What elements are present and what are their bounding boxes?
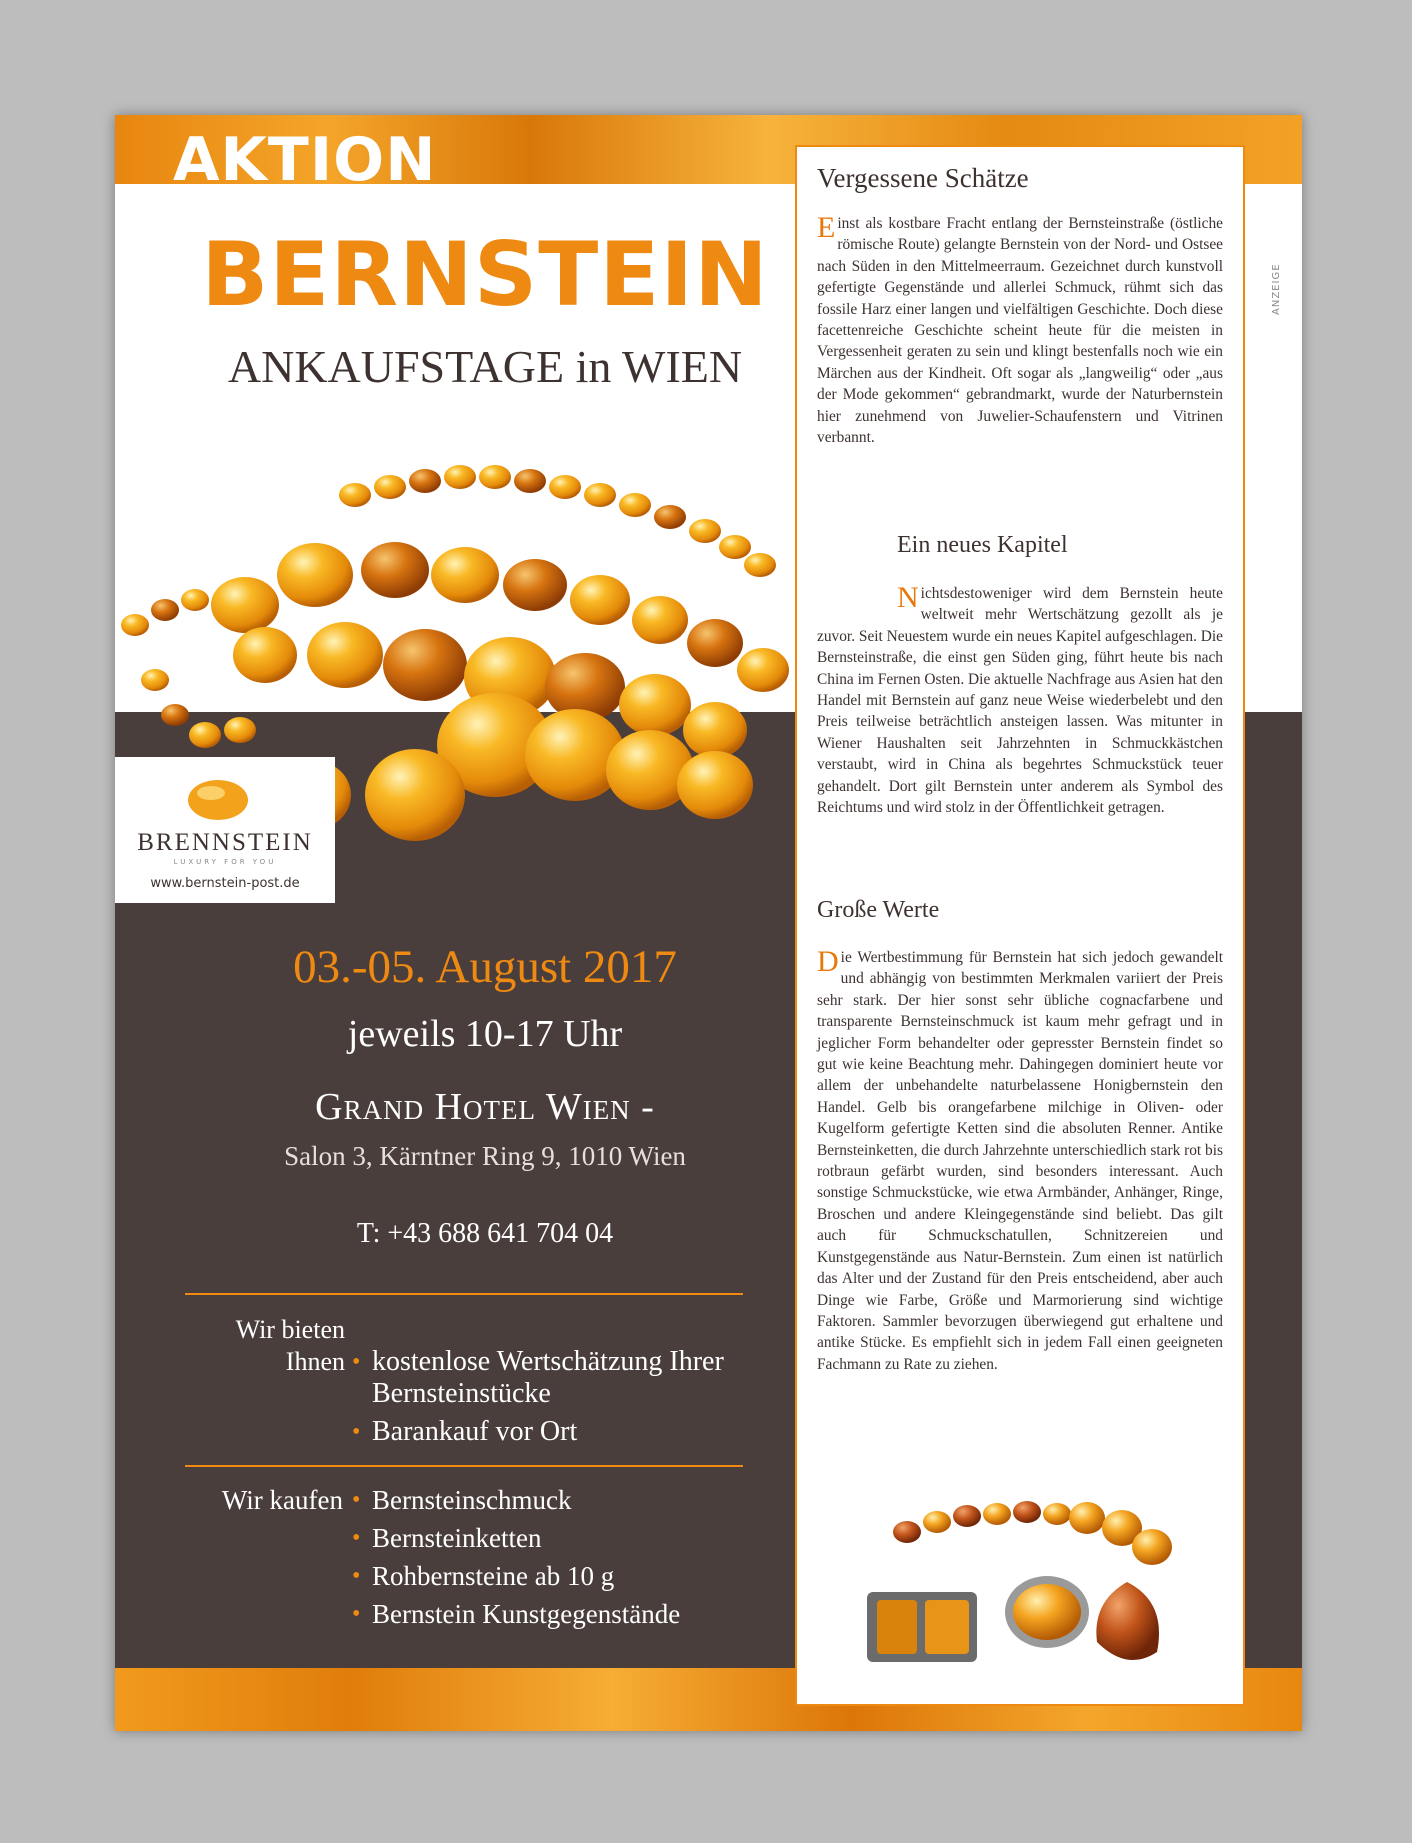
drop-cap: E: [817, 211, 836, 244]
subtitle-heading: ANKAUFSTAGE in WIEN: [227, 341, 743, 392]
buying-list: [352, 1483, 680, 1635]
article-text: ichtsdestoweniger wird dem Bernstein heute weltweit mehr Wertschätzung gezollt als je zuvor. Seit Neuestem wurde ein neues Kapitel aufgeschlagen. Die Bernsteinstraße, die einst gen Süden ging, führt heute bis nach China im Fernen Osten. Die aktuelle Nachfrage aus Asien hat den Handel mit Bernstein auf ganz neue Weise wiederbelebt und den Preis teilweise beträchtlich ansteigen lassen. Was mitunter in Wiener Haushalten seit Jahrzehnten in Schmuckkästchen verstaubt, wird in China als begehrtes Schmuckstück teuer gehandelt. Dort gilt Bernstein unter anderem als Symbol des Reichtums und wird stolz in der Öffentlichkeit getragen.: [817, 585, 1224, 817]
article-paragraph: [817, 947, 1223, 1375]
offer-item: • Barankauf vor Ort: [352, 1416, 752, 1448]
buying-item: • Rohbernsteine ab 10 g: [352, 1559, 680, 1593]
buying-item: • Bernsteinschmuck: [352, 1483, 680, 1517]
logo-tagline: LUXURY FOR YOU: [173, 858, 277, 866]
event-phone: T: +43 688 641 704 04: [356, 1218, 614, 1249]
article-text: ie Wertbestimmung für Bernstein hat sich jedoch gewandelt und abhängig von bestimmten Merkmalen variiert der Preis sehr stark. Der hier sonst sehr übliche cognacfarbene und transparente Bernsteinschmuck ist kaum mehr gefragt und in jeglicher Form behandelter oder gepresster Bernstein findet so gut wie keine Beachtung mehr. Dahingegen dominiert heute vor allem der unbehandelte naturbelassene Honigbernstein den Handel. Gelb bis orangefarbene milchige in Oliven- oder Kugelform gefertigte Ketten sind die absoluten Renner. Antike Bernsteinketten, die durch Jahrzehnte unterschiedlich stark rot bis rotbraun gefärbt wurden, sind besonders interessant. Auch sonstige Schmuckstücke, wie etwa Armbänder, Anhänger, Ringe, Broschen und andere Kleingegenstände sind beliebt. Das gilt auch für Schmuckschatullen, Schnitzereien und Kunstgegenstände aus Natur-Bernstein. Zum einen ist natürlich das Alter und der Zustand für den Preis entscheidend, aber auch Dinge wie Farbe, Größe und Marmorierung sind wichtige Faktoren. Sammler bevorzugen überwiegend gut erhaltene und antike Stücke. Es empfiehlt sich in jedem Fall einen geeigneten Fachmann zu Rate zu ziehen.: [817, 949, 1224, 1373]
amber-jewelry-image: [847, 1492, 1207, 1682]
anzeige-text: ANZEIGE: [1271, 263, 1282, 315]
drop-cap: N: [897, 581, 919, 614]
article-paragraph: [817, 583, 1223, 818]
article-column: [795, 145, 1245, 1706]
offers-list: [352, 1346, 752, 1454]
logo-url: www.bernstein-post.de: [150, 876, 300, 891]
buying-label: Wir kaufen: [221, 1485, 343, 1515]
article-heading: Große Werte: [817, 897, 940, 923]
event-date: 03.-05. August 2017: [293, 941, 677, 993]
event-hotel: Grand Hotel Wien -: [315, 1086, 655, 1128]
necklace-front-strand: [279, 622, 753, 841]
aktion-heading: AKTION: [173, 125, 437, 195]
flyer-page: [115, 115, 1302, 1731]
offers-label-line1: Wir bieten: [235, 1315, 345, 1344]
divider-line: [185, 1293, 743, 1295]
offers-label-line2: Ihnen: [285, 1347, 345, 1376]
buying-item: • Bernsteinketten: [352, 1521, 680, 1555]
offer-item: • kostenlose Wertschätzung Ihrer Bernsteinstücke: [352, 1346, 752, 1410]
bernstein-heading: BERNSTEIN: [201, 223, 769, 326]
article-paragraph: [817, 213, 1223, 448]
anzeige-side-label: [1267, 235, 1287, 315]
event-address: Salon 3, Kärntner Ring 9, 1010 Wien: [284, 1141, 686, 1171]
logo-name: BRENNSTEIN: [137, 829, 313, 856]
article-heading: Ein neues Kapitel: [897, 532, 1068, 558]
divider-line: [185, 1465, 743, 1467]
article-heading: Vergessene Schätze: [817, 163, 1029, 193]
offers-label: [175, 1314, 345, 1378]
article-text: inst als kostbare Fracht entlang der Bernsteinstraße (östliche römische Route) gelangte Bernstein von der Nord- und Ostsee nach Süden in den Mittelmeerraum. Gezeichnet durch kunstvoll gefertigte Gegenstände und allerlei Schmuck, rühmt sich das fossile Harz einer langen und vielfältigen Geschichte. Doch diese facettenreiche Geschichte scheint heute für die meisten in Vergessenheit geraten zu sein und klingt bestenfalls noch wie ein Märchen aus der Kindheit. Oft sogar als „langweilig“ oder „aus der Mode gekommen“ gebrandmarkt, wurde der Naturbernstein hier zunehmend von Juwelier-Schaufenstern und Vitrinen verbannt.: [817, 215, 1223, 447]
brennstein-logo-box: [115, 757, 335, 903]
event-hours: jeweils 10-17 Uhr: [347, 1013, 623, 1055]
drop-cap: D: [817, 945, 839, 978]
buying-item: • Bernstein Kunstgegenstände: [352, 1597, 680, 1631]
amber-gem-icon: [185, 777, 251, 823]
